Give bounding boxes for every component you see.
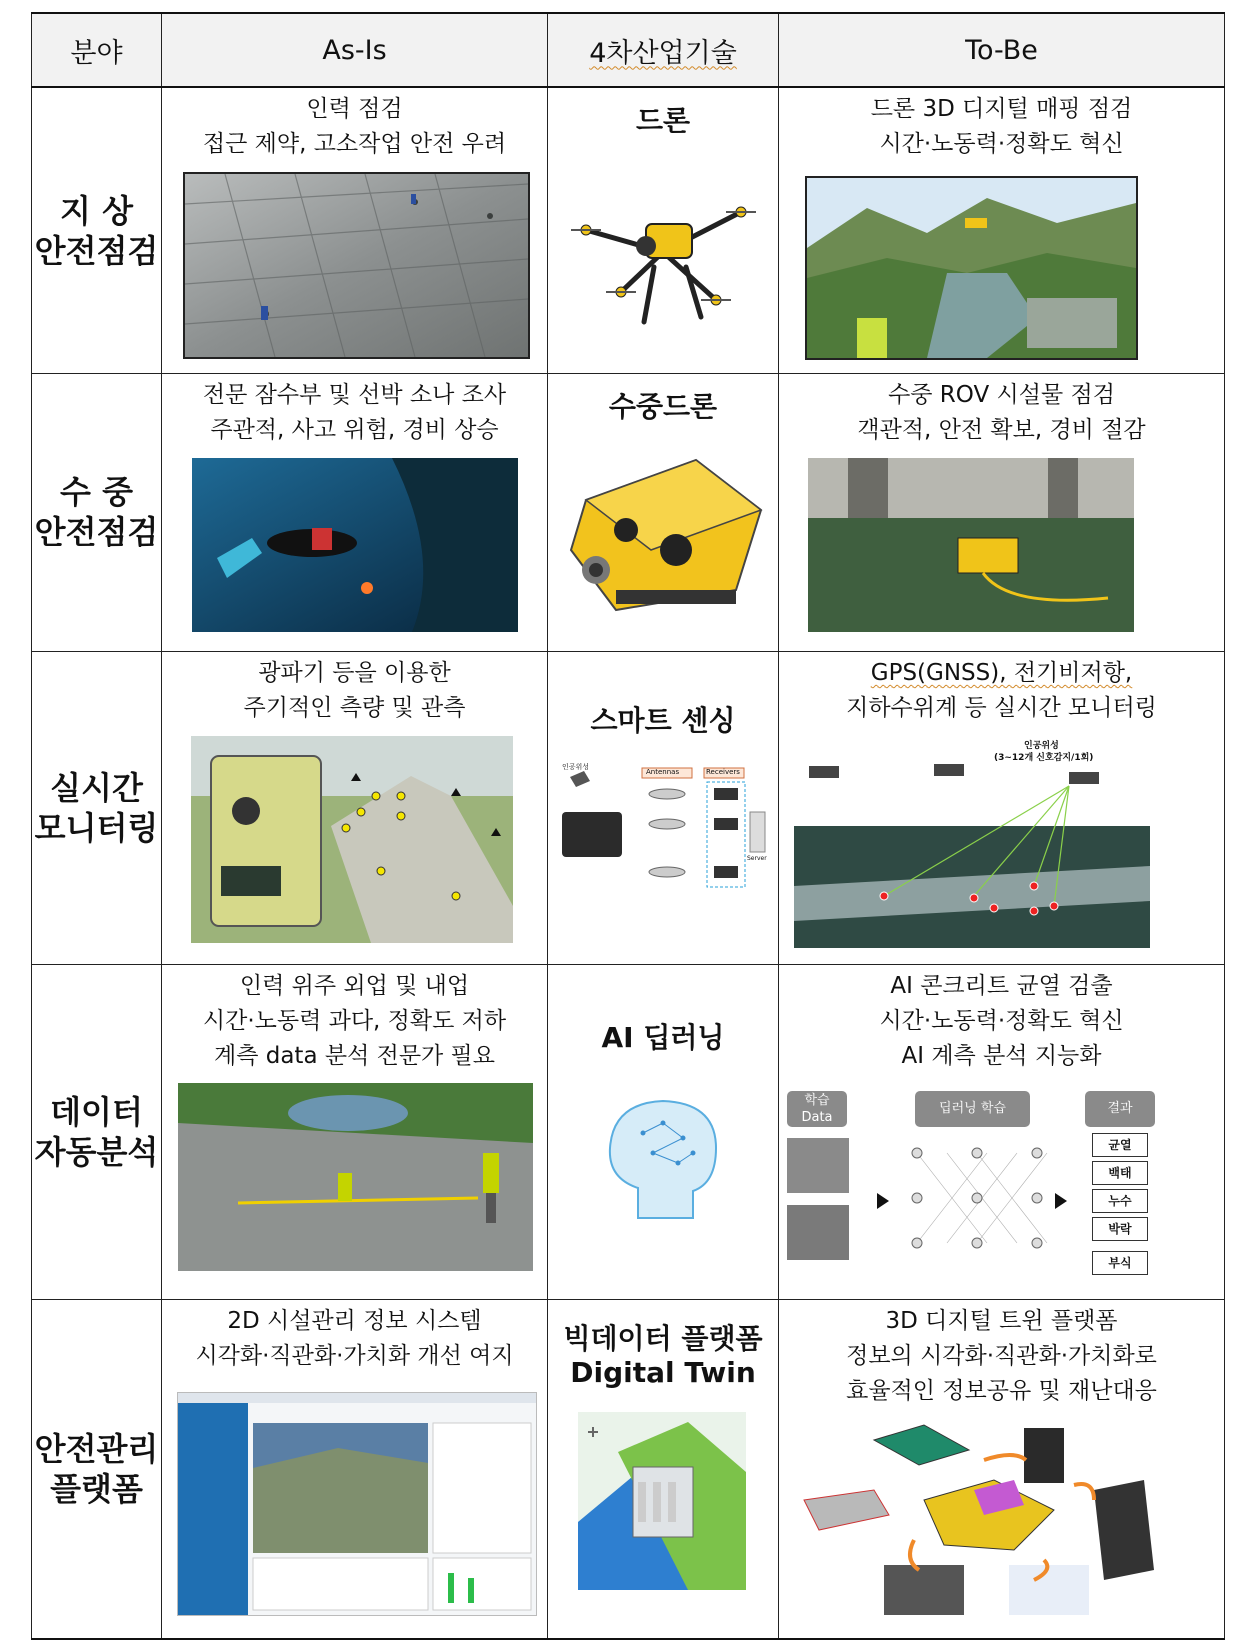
result-item: 박락 [1092, 1217, 1148, 1241]
tobe-monitoring: GPS(GNSS), 전기비저항, 지하수위계 등 실시간 모니터링 인공위성 (3~12개 신호감지/1회) [779, 651, 1225, 964]
row-ground-inspection [32, 87, 1225, 373]
gnss-signal-label: (3~12개 신호감지/1회) [994, 752, 1094, 763]
header-to-be: To-Be [779, 13, 1225, 87]
satellite-label: 인공위성 [562, 762, 590, 771]
tobe-ground: 드론 3D 디지털 매핑 점검 시간·노동력·정확도 혁신 [779, 87, 1225, 373]
row-data-analysis [32, 964, 1225, 1299]
header-tech: 4차산업기술 [548, 13, 779, 87]
server-label: Server [747, 854, 767, 862]
tech-drone: 드론 [548, 87, 779, 373]
asis-ground: 인력 점검 접근 제약, 고소작업 안전 우려 [162, 87, 548, 373]
dam-wall-photo [183, 172, 530, 359]
category-ground: 지 상 안전점검 [32, 87, 162, 373]
header-as-is: As-Is [162, 13, 548, 87]
tobe-data-analysis: AI 콘크리트 균열 검출 시간·노동력·정확도 혁신 AI 계측 분석 지능화 학습 Data 딥러닝 학습 결과 균열 백태 누수 박락 부식 [779, 964, 1225, 1299]
gnss-satellite-diagram [794, 736, 1150, 948]
receivers-label: Receivers [706, 767, 740, 776]
train-box: 딥러닝 학습 [915, 1091, 1030, 1127]
asis-platform: 2D 시설관리 정보 시스템 시각화·직관화·가치화 개선 여지 [162, 1299, 548, 1639]
sensing-diagram [562, 762, 767, 892]
diver-photo [192, 458, 518, 632]
comparison-table [31, 12, 1225, 1640]
row-realtime-monitoring [32, 651, 1225, 964]
result-item: 부식 [1092, 1251, 1148, 1275]
result-list [1092, 1133, 1148, 1278]
digital-twin-dam-icon [578, 1412, 746, 1590]
row-safety-platform [32, 1299, 1225, 1639]
tobe-underwater: 수중 ROV 시설물 점검 객관적, 안전 확보, 경비 절감 [779, 373, 1225, 651]
total-station-photo [191, 736, 513, 943]
header-field: 분야 [32, 13, 162, 87]
result-box: 결과 [1085, 1091, 1155, 1127]
category-data-analysis: 데이터 자동분석 [32, 964, 162, 1299]
tech-smart-sensing: 스마트 센싱 인공위성 Antennas Receivers Server [548, 651, 779, 964]
digital-twin-3d-model [794, 1420, 1164, 1620]
field-survey-photo [178, 1083, 533, 1271]
train-data-box: 학습 Data [787, 1091, 847, 1127]
antennas-label: Antennas [646, 767, 680, 776]
category-platform: 안전관리 플랫폼 [32, 1299, 162, 1639]
result-item: 누수 [1092, 1189, 1148, 1213]
asis-monitoring: 광파기 등을 이용한 주기적인 측량 및 관측 [162, 651, 548, 964]
rov-icon [556, 440, 774, 620]
tobe-platform: 3D 디지털 트윈 플랫폼 정보의 시각화·직관화·가치화로 효율적인 정보공유 및 재난대응 [779, 1299, 1225, 1639]
gnss-satellite-label: 인공위성 [1024, 740, 1059, 751]
asis-underwater: 전문 잠수부 및 선박 소나 조사 주관적, 사고 위험, 경비 상승 [162, 373, 548, 651]
row-underwater-inspection [32, 373, 1225, 651]
tech-ai-deep-learning: AI 딥러닝 [548, 964, 779, 1299]
drone-icon [566, 172, 761, 332]
rov-in-water-photo [808, 458, 1134, 632]
gis-system-screenshot [177, 1392, 537, 1616]
result-item: 백태 [1092, 1161, 1148, 1185]
tech-digital-twin: 빅데이터 플랫폼 Digital Twin [548, 1299, 779, 1639]
category-monitoring: 실시간 모니터링 [32, 651, 162, 964]
category-underwater: 수 중 안전점검 [32, 373, 162, 651]
asis-data-analysis: 인력 위주 외업 및 내업 시간·노동력 과다, 정확도 저하 계측 data 분석 전문가 필요 [162, 964, 548, 1299]
deep-learning-diagram [787, 1083, 1165, 1278]
header-row [32, 13, 1225, 87]
valley-dam-photo [805, 176, 1138, 360]
tech-underwater-drone: 수중드론 [548, 373, 779, 651]
ai-head-icon [598, 1093, 730, 1223]
result-item: 균열 [1092, 1133, 1148, 1157]
